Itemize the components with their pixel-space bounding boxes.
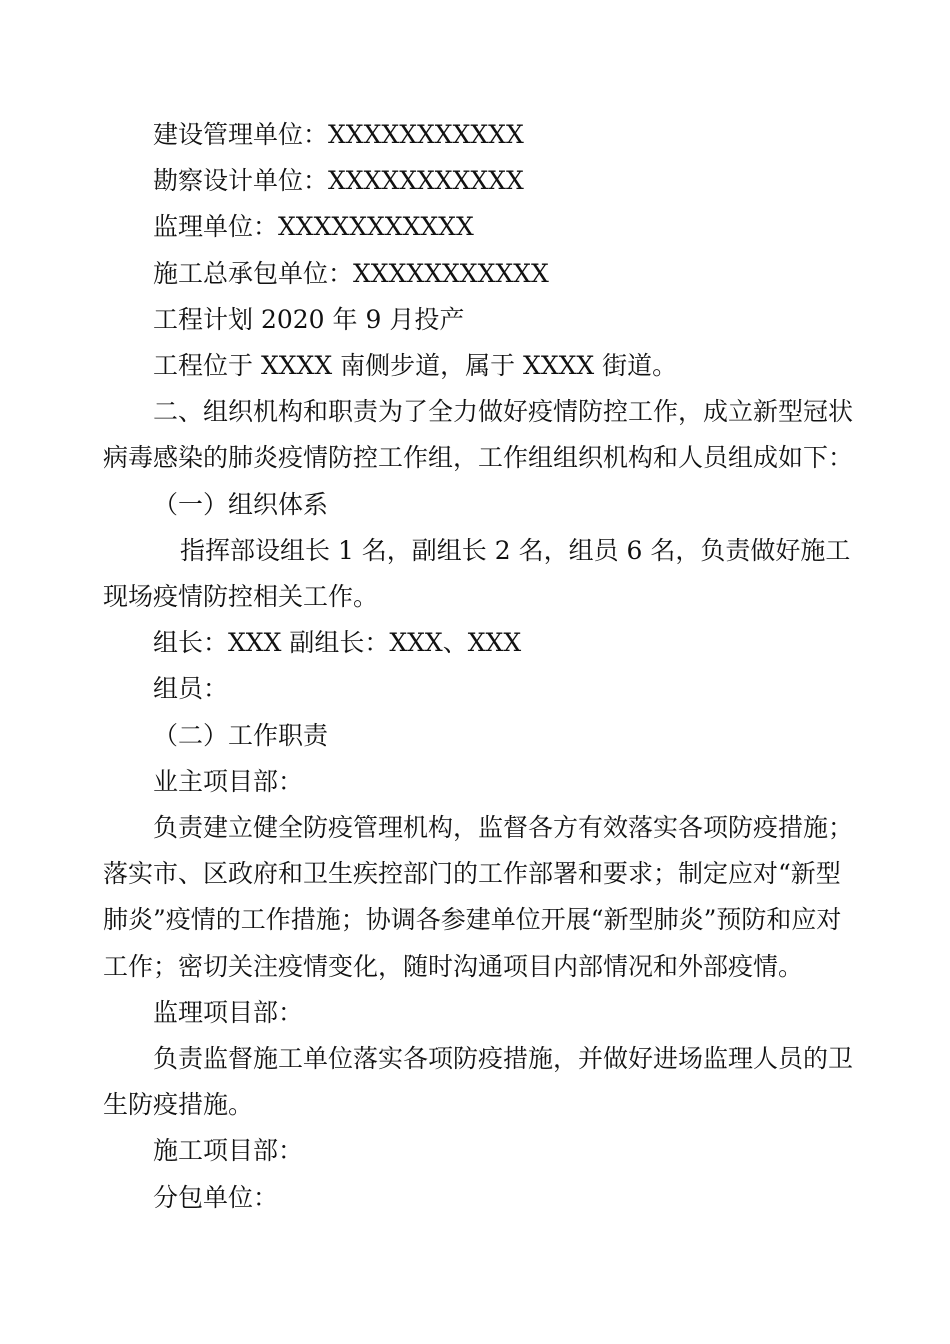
subcontractor-heading: 分包单位： xyxy=(153,1182,279,1212)
subsection-two-heading: （二）工作职责 xyxy=(153,720,329,750)
leaders-line: 组长：XXX 副组长：XXX、XXX xyxy=(153,628,522,658)
supervision-duty-paragraph: 负责监督施工单位落实各项防疫措施，并做好进场监理人员的卫生防疫措施。 xyxy=(103,1044,854,1120)
project-location: 工程位于 XXXX 南侧步道，属于 XXXX 街道。 xyxy=(153,351,678,381)
survey-design-unit: 勘察设计单位：XXXXXXXXXXX xyxy=(153,166,524,196)
construction-management-unit: 建设管理单位：XXXXXXXXXXX xyxy=(153,120,524,149)
command-description: 指挥部设组长 1 名，副组长 2 名，组员 6 名，负责做好施工现场疫情防控相关工作。 xyxy=(103,535,851,612)
document-body xyxy=(103,112,863,1221)
subsection-one-heading: （一）组织体系 xyxy=(153,489,329,519)
supervision-unit: 监理单位：XXXXXXXXXXX xyxy=(153,212,474,242)
project-plan: 工程计划 2020 年 9 月投产 xyxy=(153,304,465,334)
owner-dept-heading: 业主项目部： xyxy=(153,766,304,796)
supervision-dept-heading: 监理项目部： xyxy=(153,997,304,1027)
general-contractor-unit: 施工总承包单位：XXXXXXXXXXX xyxy=(153,258,549,288)
construction-dept-heading: 施工项目部： xyxy=(153,1136,304,1166)
members-line: 组员： xyxy=(153,674,229,704)
section-two-paragraph: 二、组织机构和职责为了全力做好疫情防控工作，成立新型冠状病毒感染的肺炎疫情防控工作组，工作组组织机构和人员组成如下： xyxy=(103,397,854,473)
owner-duty-paragraph: 负责建立健全防疫管理机构，监督各方有效落实各项防疫措施；落实市、区政府和卫生疾控部门的工作部署和要求；制定应对“新型肺炎”疫情的工作措施；协调各参建单位开展“新型肺炎”预防和应对工作；密切关注疫情变化，随时沟通项目内部情况和外部疫情。 xyxy=(103,813,854,981)
